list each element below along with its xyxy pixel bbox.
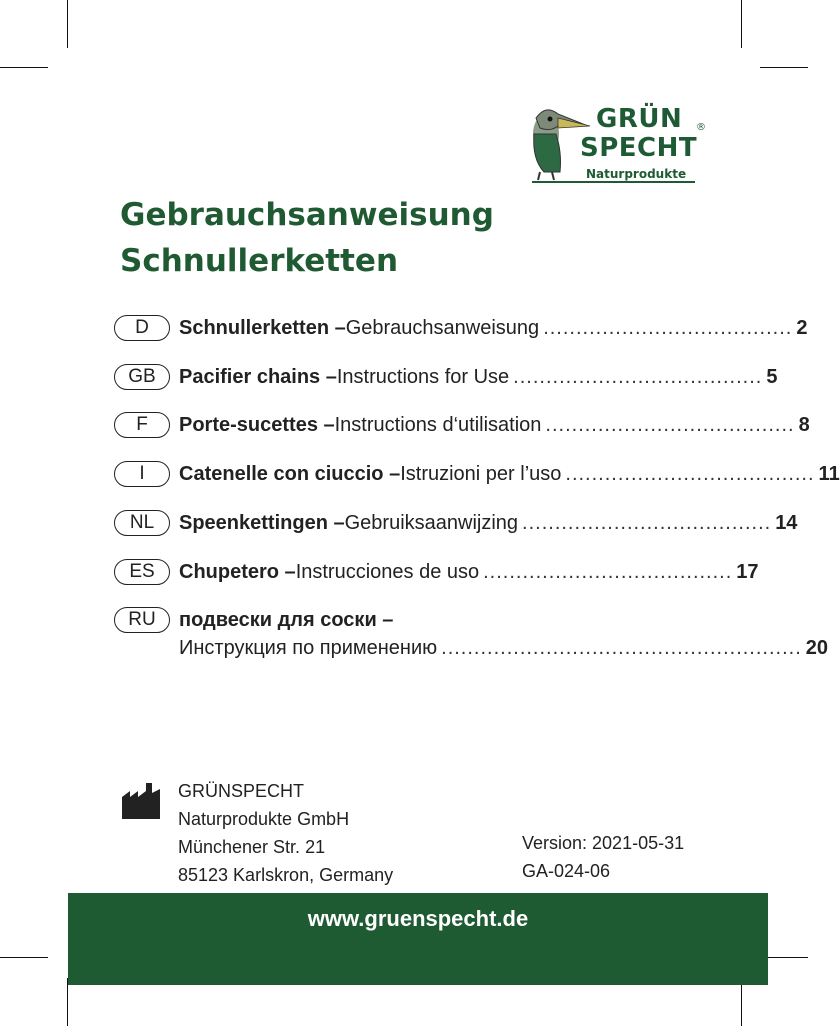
title-line2: Schnullerketten bbox=[120, 243, 399, 279]
document-title bbox=[120, 192, 494, 284]
toc-dots: ...................................... bbox=[543, 317, 793, 339]
toc-title: Porte-sucettes – bbox=[179, 414, 335, 436]
address-line: 85123 Karlskron, Germany bbox=[178, 865, 394, 885]
address-line: Naturprodukte GmbH bbox=[178, 809, 350, 829]
toc-title: Catenelle con ciuccio – bbox=[179, 463, 401, 485]
crop-mark bbox=[67, 0, 68, 48]
toc-title: Pacifier chains – bbox=[179, 366, 337, 388]
toc-page-number: 5 bbox=[766, 366, 778, 388]
language-badge: RU bbox=[114, 607, 170, 633]
toc-entry-nl[interactable] bbox=[114, 507, 798, 543]
toc-page-number: 14 bbox=[775, 512, 798, 534]
logo-text-line2: SPECHT bbox=[580, 133, 698, 163]
language-badge: F bbox=[114, 412, 170, 438]
toc-dots: ...................................... bbox=[565, 463, 815, 485]
toc-subtitle: Instructions for Use bbox=[336, 366, 510, 388]
toc-entry-gb[interactable] bbox=[114, 361, 778, 397]
toc-dots: ...................................... bbox=[545, 414, 795, 436]
crop-mark bbox=[741, 978, 742, 1026]
brand-logo bbox=[530, 104, 710, 184]
toc-subtitle: Istruzioni per l’uso bbox=[400, 463, 562, 485]
address-line: GRÜNSPECHT bbox=[178, 781, 305, 801]
toc-page-number: 17 bbox=[736, 561, 759, 583]
document-code: GA-024-06 bbox=[522, 861, 611, 881]
crop-mark bbox=[67, 978, 68, 1026]
toc-subtitle: Gebrauchsanweisung bbox=[345, 317, 540, 339]
language-badge: GB bbox=[114, 364, 170, 390]
toc-subtitle: Gebruiksaanwijzing bbox=[344, 512, 519, 534]
toc-title: подвески для соски – bbox=[179, 609, 394, 631]
version-info bbox=[522, 829, 684, 885]
language-badge: D bbox=[114, 315, 170, 341]
toc-dots: ....................................................... bbox=[441, 637, 802, 659]
address-line: Münchener Str. 21 bbox=[178, 837, 326, 857]
toc-dots: ...................................... bbox=[513, 366, 763, 388]
toc-entry-de[interactable] bbox=[114, 312, 808, 348]
toc-dots: ...................................... bbox=[483, 561, 733, 583]
footer-band bbox=[68, 893, 768, 985]
toc-page-number: 8 bbox=[798, 414, 810, 436]
toc-page-number: 2 bbox=[796, 317, 808, 339]
toc-subtitle: Instructions d‘utilisation bbox=[334, 414, 542, 436]
toc-entry-ru[interactable] bbox=[114, 604, 829, 668]
toc-entry-fr[interactable] bbox=[114, 409, 810, 445]
toc-entry-it[interactable] bbox=[114, 458, 840, 494]
toc-dots: ...................................... bbox=[522, 512, 772, 534]
crop-mark bbox=[741, 0, 742, 48]
language-badge: NL bbox=[114, 510, 170, 536]
toc-subtitle: Instrucciones de uso bbox=[295, 561, 480, 583]
manufacturer-address bbox=[178, 777, 393, 889]
website-link[interactable]: www.gruenspecht.de bbox=[307, 906, 529, 931]
crop-mark bbox=[0, 67, 48, 68]
language-badge: ES bbox=[114, 559, 170, 585]
title-line1: Gebrauchsanweisung bbox=[120, 197, 494, 233]
language-badge: I bbox=[114, 461, 170, 487]
logo-text-line1: GRÜN bbox=[596, 104, 683, 134]
registered-mark: ® bbox=[696, 122, 706, 133]
version-date: Version: 2021-05-31 bbox=[522, 833, 685, 853]
toc-title: Speenkettingen – bbox=[179, 512, 345, 534]
toc-page-number: 11 bbox=[818, 463, 840, 485]
crop-mark bbox=[760, 67, 808, 68]
toc-subtitle: Инструкция по применению bbox=[179, 637, 438, 659]
toc-entry-es[interactable] bbox=[114, 556, 759, 592]
factory-icon bbox=[122, 783, 162, 819]
toc-title: Chupetero – bbox=[179, 561, 296, 583]
logo-underline bbox=[532, 181, 695, 183]
toc-page-number: 20 bbox=[805, 637, 829, 659]
logo-tagline: Naturprodukte bbox=[586, 167, 687, 181]
crop-mark bbox=[0, 957, 48, 958]
toc-title: Schnullerketten – bbox=[179, 317, 346, 339]
